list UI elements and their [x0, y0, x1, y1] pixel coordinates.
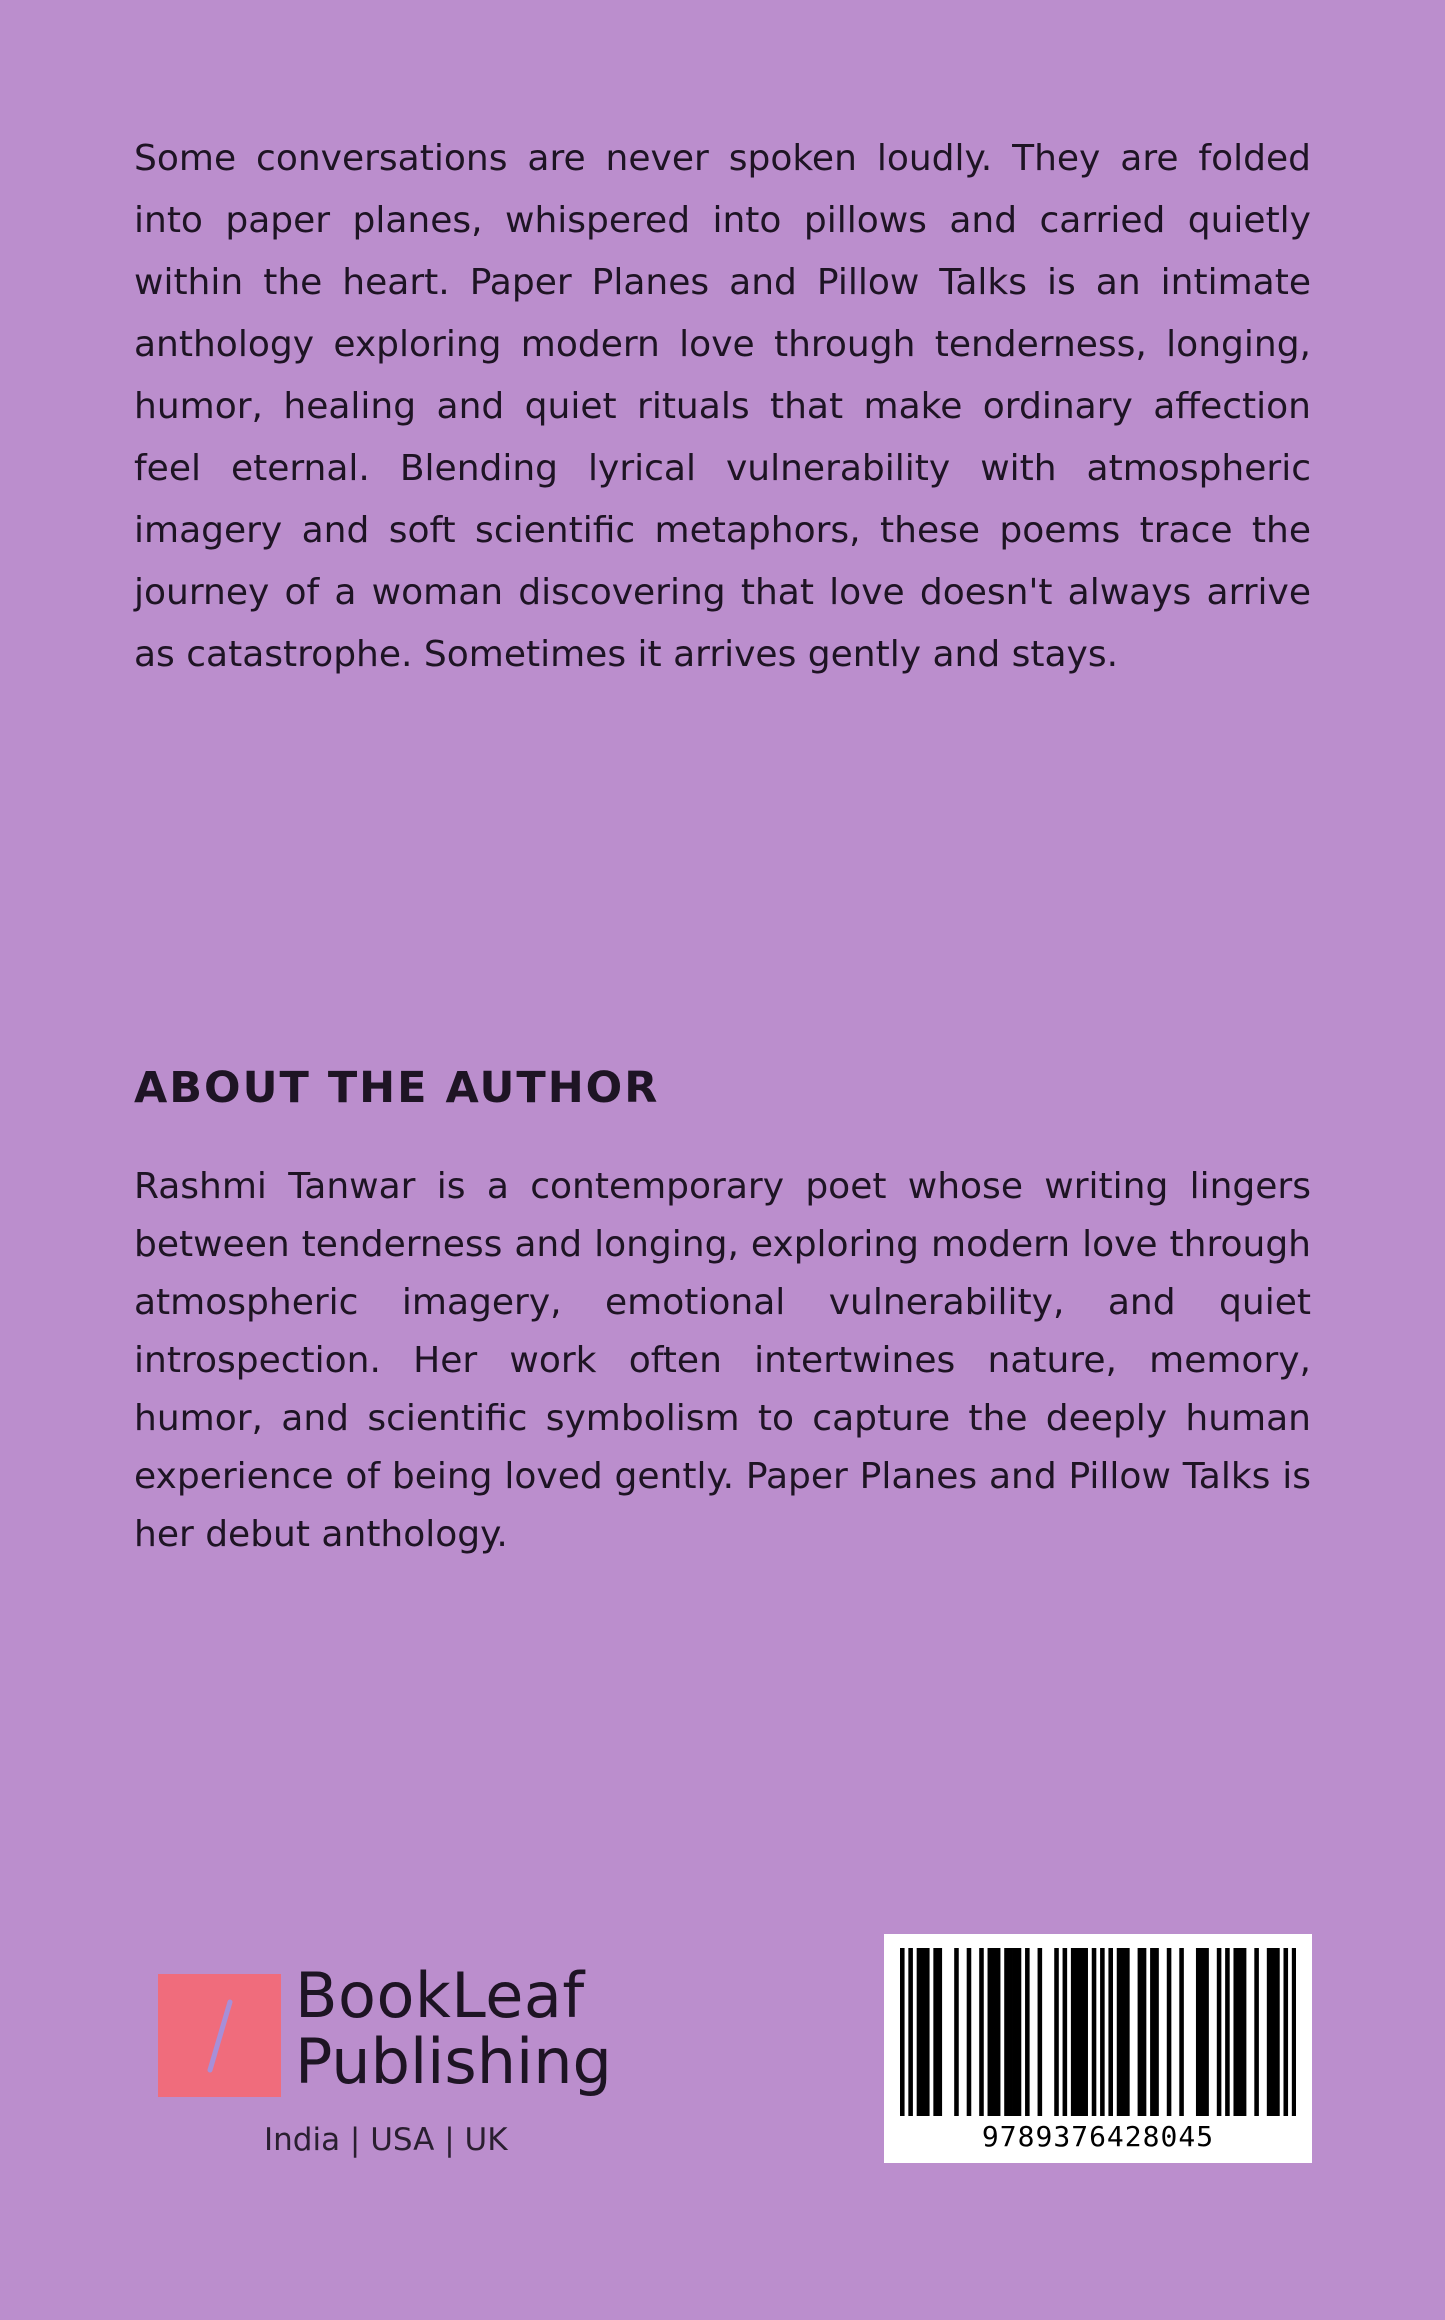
barcode-bar: [1071, 1948, 1076, 2116]
barcode-bar: [1275, 1948, 1280, 2116]
barcode-bar: [1154, 1948, 1159, 2116]
slash-leaf-icon: [158, 1974, 281, 2097]
barcode-bar: [917, 1948, 922, 2116]
barcode-bar: [921, 1948, 926, 2116]
barcode-bar: [1292, 1948, 1296, 2116]
barcode-bar: [1025, 1948, 1030, 2116]
barcode-bar: [1242, 1948, 1247, 2116]
publisher-logo: [158, 1959, 618, 2170]
about-author-text: Rashmi Tanwar is a contemporary poet whose writing lingers between tenderness and longing, exploring modern love through atmospheric imagery, emotional vulnerability, and quiet introspection. Her work often intertwines nature, memory, humor, and scientific symbolism to capture the deeply human experience of being loved gently. Paper Planes and Pillow Talks is her debut anthology.: [134, 1166, 1311, 1555]
barcode-bar: [1054, 1948, 1059, 2116]
barcode-bar: [979, 1948, 984, 2116]
isbn-barcode: [884, 1934, 1312, 2163]
barcode-bar: [1004, 1948, 1009, 2116]
barcode-bar: [1138, 1948, 1143, 2116]
barcode-bar: [1179, 1948, 1184, 2116]
barcode-bar: [933, 1948, 938, 2116]
barcode-bar: [1079, 1948, 1084, 2116]
barcode-bar: [992, 1948, 997, 2116]
barcode-bar: [1008, 1948, 1013, 2116]
barcode-bar: [1100, 1948, 1105, 2116]
barcode-bar: [1238, 1948, 1243, 2116]
barcode-bar: [1254, 1948, 1259, 2116]
barcode-bar: [1196, 1948, 1201, 2116]
barcode-bar: [1217, 1948, 1222, 2116]
barcode-bar: [1200, 1948, 1205, 2116]
barcode-bar: [938, 1948, 943, 2116]
barcode-bar: [1013, 1948, 1018, 2116]
book-blurb: Some conversations are never spoken loudly. They are folded into paper planes, whispered into pillows and carried quietly within the heart. Paper Planes and Pillow Talks is an intimate anthology exploring modern love through tenderness, longing, humor, healing and quiet rituals that make ordinary affection feel eternal. Blending lyrical vulnerability with atmospheric imagery and soft scientific metaphors, these poems trace the journey of a woman discovering that love doesn't always arrive as catastrophe. Sometimes it arrives gently and stays.: [134, 138, 1311, 675]
barcode-bar: [1075, 1948, 1080, 2116]
publisher-name-line1: BookLeaf: [295, 1959, 585, 2032]
barcode-bar: [1063, 1948, 1068, 2116]
barcode-bar: [967, 1948, 972, 2116]
barcode-bars: [900, 1948, 1296, 2116]
barcode-bar: [1142, 1948, 1147, 2116]
barcode-bar: [1092, 1948, 1097, 2116]
barcode-bar: [1125, 1948, 1130, 2116]
barcode-bar: [1204, 1948, 1209, 2116]
publisher-name-line2: Publishing: [295, 2025, 612, 2098]
barcode-bar: [996, 1948, 1001, 2116]
publisher-regions: India | USA | UK: [264, 2122, 508, 2158]
barcode-bar: [1121, 1948, 1126, 2116]
barcode-bar: [1017, 1948, 1022, 2116]
barcode-bar: [1267, 1948, 1272, 2116]
barcode-bar: [1117, 1948, 1122, 2116]
barcode-bar: [1225, 1948, 1230, 2116]
barcode-bar: [1038, 1948, 1043, 2116]
barcode-bar: [1271, 1948, 1276, 2116]
barcode-bar: [925, 1948, 930, 2116]
barcode-bar: [1150, 1948, 1155, 2116]
barcode-bar: [954, 1948, 959, 2116]
barcode-bar: [1108, 1948, 1113, 2116]
barcode-bar: [1167, 1948, 1172, 2116]
about-author-heading: ABOUT THE AUTHOR: [134, 1063, 660, 1113]
barcode-bar: [1233, 1948, 1238, 2116]
barcode-bar: [908, 1948, 913, 2116]
barcode-bar: [988, 1948, 993, 2116]
barcode-bar: [900, 1948, 905, 2116]
isbn-number: 9789376428045: [981, 2120, 1215, 2153]
barcode-bar: [1083, 1948, 1088, 2116]
barcode-bar: [1283, 1948, 1288, 2116]
